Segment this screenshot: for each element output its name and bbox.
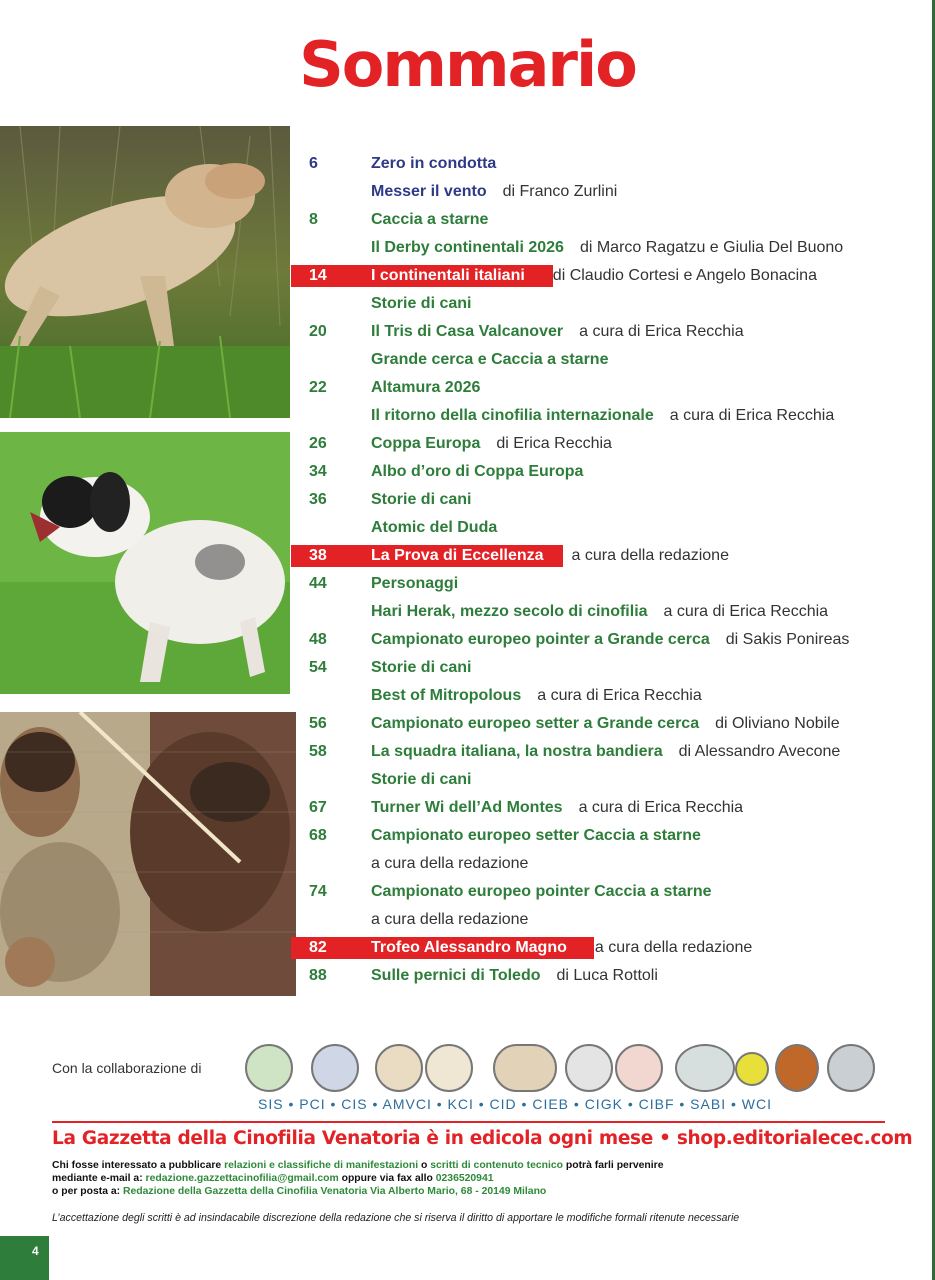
toc-page-number: 6 <box>309 155 318 172</box>
toc-entry[interactable] <box>291 486 931 514</box>
toc-page-number: 44 <box>309 575 327 592</box>
logo-cid <box>565 1044 613 1092</box>
toc-entry[interactable] <box>291 934 931 962</box>
toc-entry[interactable] <box>291 794 931 822</box>
toc-title <box>371 654 471 682</box>
toc-title-text: La squadra italiana, la nostra bandiera <box>371 743 663 760</box>
toc-title-text: Grande cerca e Caccia a starne <box>371 351 609 368</box>
toc-title-text: Turner Wi dell’Ad Montes <box>371 799 563 816</box>
toc-entry[interactable] <box>291 738 931 766</box>
toc-title <box>371 822 701 850</box>
toc-entry[interactable] <box>291 766 931 794</box>
toc-title <box>371 150 496 178</box>
toc-page-number: 74 <box>309 883 327 900</box>
page-number: 4 <box>32 1244 39 1258</box>
toc-title <box>371 878 712 906</box>
toc-title <box>371 570 458 598</box>
toc-entry[interactable] <box>291 150 931 178</box>
toc-page-number: 58 <box>309 743 327 760</box>
toc-title-text: Caccia a starne <box>371 211 489 228</box>
toc-entry[interactable] <box>291 458 931 486</box>
toc-title <box>371 598 828 626</box>
logo-cieb <box>615 1044 663 1092</box>
toc-title <box>371 794 743 822</box>
toc-title <box>371 374 480 402</box>
toc-title-text: Storie di cani <box>371 659 472 676</box>
info-text: mediante e-mail a: <box>52 1173 146 1184</box>
toc-title <box>371 626 849 654</box>
toc-title <box>371 934 752 962</box>
toc-author: a cura della redazione <box>571 547 729 564</box>
info-line-1 <box>52 1160 664 1171</box>
toc-author: a cura della redazione <box>594 939 753 956</box>
toc-entry[interactable] <box>291 682 931 710</box>
toc-entry[interactable] <box>291 206 931 234</box>
photo-setter-dog <box>0 432 290 694</box>
toc-title <box>371 710 840 738</box>
photo-spinone-dog <box>0 126 290 418</box>
toc-title-text: Atomic del Duda <box>371 519 498 536</box>
toc-title-text: Campionato europeo pointer Caccia a starne <box>371 883 712 900</box>
toc-entry[interactable] <box>291 262 931 290</box>
separator-line <box>52 1121 885 1123</box>
toc-title <box>371 178 617 206</box>
info-text: o <box>418 1160 431 1171</box>
info-line-3 <box>52 1186 546 1197</box>
toc-title-text: Campionato europeo pointer a Grande cerca <box>371 631 710 648</box>
toc-title-text: Campionato europeo setter Caccia a starne <box>371 827 701 844</box>
toc-title-text: Sulle pernici di Toledo <box>371 967 541 984</box>
toc-author: di Erica Recchia <box>496 435 612 452</box>
toc-title <box>371 430 612 458</box>
info-line-2 <box>52 1173 494 1184</box>
toc-page-number: 8 <box>309 211 318 228</box>
toc-page-number: 36 <box>309 491 327 508</box>
info-highlight: relazioni e classifiche di manifestazioni <box>224 1160 419 1171</box>
toc-title-text: Il Tris di Casa Valcanover <box>371 323 564 340</box>
toc-author: di Claudio Cortesi e Angelo Bonacina <box>552 267 817 284</box>
toc-author: di Alessandro Avecone <box>678 743 841 760</box>
subscription-banner: La Gazzetta della Cinofilia Venatoria è in edicola ogni mese • shop.editorialecec.com <box>52 1128 913 1149</box>
toc-author: a cura della redazione <box>371 855 529 872</box>
toc-title <box>371 346 608 374</box>
toc-title <box>371 402 834 430</box>
toc-author: a cura di Erica Recchia <box>578 799 744 816</box>
toc-title <box>371 234 843 262</box>
page-number-box <box>0 1236 49 1280</box>
toc-page-number: 34 <box>309 463 327 480</box>
toc-page-number: 67 <box>309 799 327 816</box>
toc-title <box>371 318 744 346</box>
toc-author: a cura di Erica Recchia <box>579 323 744 340</box>
disclaimer: L’accettazione degli scritti è ad insindacabile discrezione della redazione che si riserva il diritto di apportare le modifiche formali ritenute necessarie <box>52 1212 740 1224</box>
toc-page-number: 14 <box>309 267 327 284</box>
logo-cibf <box>735 1052 769 1086</box>
toc-entry[interactable] <box>291 822 931 850</box>
info-text: oppure via fax allo <box>338 1173 436 1184</box>
toc-page-number: 56 <box>309 715 327 732</box>
partner-logos <box>245 1040 885 1098</box>
toc-entry[interactable] <box>291 178 931 206</box>
collaboration-label: Con la collaborazione di <box>52 1060 202 1076</box>
toc-title <box>371 682 702 710</box>
toc-entry[interactable] <box>291 598 931 626</box>
logo-sis <box>245 1044 293 1092</box>
toc-author: a cura di Erica Recchia <box>663 603 829 620</box>
toc-author: a cura di Erica Recchia <box>537 687 702 704</box>
toc-entry[interactable] <box>291 962 931 990</box>
toc-title-text: I continentali italiani <box>371 267 525 284</box>
toc-title <box>371 542 729 570</box>
toc-page-number: 20 <box>309 323 327 340</box>
toc-title <box>371 514 497 542</box>
photo-alexander-mosaic <box>0 712 296 996</box>
toc-entry[interactable] <box>291 318 931 346</box>
logo-amvci <box>425 1044 473 1092</box>
toc-title-text: Il Derby continentali 2026 <box>371 239 564 256</box>
toc-entry[interactable] <box>291 850 931 878</box>
logo-cigk <box>675 1044 735 1092</box>
info-text: Chi fosse interessato a pubblicare <box>52 1160 225 1171</box>
toc-entry[interactable] <box>291 402 931 430</box>
toc-entry[interactable] <box>291 542 931 570</box>
toc-title <box>371 262 817 290</box>
toc-title-text: Campionato europeo setter a Grande cerca <box>371 715 700 732</box>
toc-title-text: Coppa Europa <box>371 435 481 452</box>
toc-entry[interactable] <box>291 374 931 402</box>
toc-page-number: 22 <box>309 379 327 396</box>
toc-title <box>371 290 471 318</box>
toc-entry[interactable] <box>291 290 931 318</box>
toc-page-number: 26 <box>309 435 327 452</box>
toc-author: di Oliviano Nobile <box>715 715 840 732</box>
toc-page-number: 88 <box>309 967 327 984</box>
toc-title <box>371 766 471 794</box>
table-of-contents <box>291 150 931 990</box>
toc-entry[interactable] <box>291 654 931 682</box>
page-title: Sommario <box>299 28 636 101</box>
toc-author: di Franco Zurlini <box>502 183 618 200</box>
toc-title-text: Hari Herak, mezzo secolo di cinofilia <box>371 603 648 620</box>
info-highlight: scritti di contenuto tecnico <box>430 1160 564 1171</box>
toc-author: a cura di Erica Recchia <box>669 407 835 424</box>
partner-logo-labels: SIS • PCI • CIS • AMVCI • KCI • CID • CIEB • CIGK • CIBF • SABI • WCI <box>258 1096 772 1112</box>
toc-title <box>371 962 658 990</box>
toc-title-text: Altamura 2026 <box>371 379 481 396</box>
toc-title-text: Albo d’oro di Coppa Europa <box>371 463 584 480</box>
toc-entry[interactable] <box>291 570 931 598</box>
toc-title-text: Storie di cani <box>371 295 472 312</box>
postal-address: Redazione della Gazzetta della Cinofilia Venatoria Via Alberto Mario, 68 - 20149 Milano <box>123 1186 547 1197</box>
toc-title-text: Personaggi <box>371 575 459 592</box>
logo-pci <box>311 1044 359 1092</box>
toc-author: di Luca Rottoli <box>556 967 658 984</box>
toc-title-text: Storie di cani <box>371 771 472 788</box>
logo-kci <box>493 1044 557 1092</box>
toc-entry[interactable] <box>291 234 931 262</box>
toc-page-number: 38 <box>309 547 327 564</box>
toc-title <box>371 486 471 514</box>
toc-title <box>371 206 488 234</box>
fax-number: 0236520941 <box>435 1173 494 1184</box>
toc-page-number: 68 <box>309 827 327 844</box>
toc-entry[interactable] <box>291 430 931 458</box>
toc-title-text: Best of Mitropolous <box>371 687 522 704</box>
toc-title-text: La Prova di Eccellenza <box>371 547 544 564</box>
toc-author: di Sakis Ponireas <box>725 631 850 648</box>
toc-title-text: Trofeo Alessandro Magno <box>371 939 567 956</box>
toc-title-text: Zero in condotta <box>371 155 497 172</box>
email-link[interactable]: redazione.gazzettacinofilia@gmail.com <box>145 1173 339 1184</box>
toc-author: di Marco Ragatzu e Giulia Del Buono <box>579 239 844 256</box>
info-text: o per posta a: <box>52 1186 124 1197</box>
toc-entry[interactable] <box>291 346 931 374</box>
toc-entry[interactable] <box>291 626 931 654</box>
toc-entry[interactable] <box>291 514 931 542</box>
toc-entry[interactable] <box>291 710 931 738</box>
toc-author: a cura della redazione <box>371 911 529 928</box>
info-text: potrà farli pervenire <box>563 1160 664 1171</box>
toc-title <box>371 458 583 486</box>
logo-sabi <box>775 1044 819 1092</box>
toc-entry[interactable] <box>291 906 931 934</box>
toc-title-text: Il ritorno della cinofilia internazionale <box>371 407 654 424</box>
toc-page-number: 54 <box>309 659 327 676</box>
logo-wci <box>827 1044 875 1092</box>
toc-title-text: Messer il vento <box>371 183 487 200</box>
toc-page-number: 48 <box>309 631 327 648</box>
toc-page-number: 82 <box>309 939 327 956</box>
logo-cis <box>375 1044 423 1092</box>
toc-title-text: Storie di cani <box>371 491 472 508</box>
toc-entry[interactable] <box>291 878 931 906</box>
toc-title <box>371 738 840 766</box>
